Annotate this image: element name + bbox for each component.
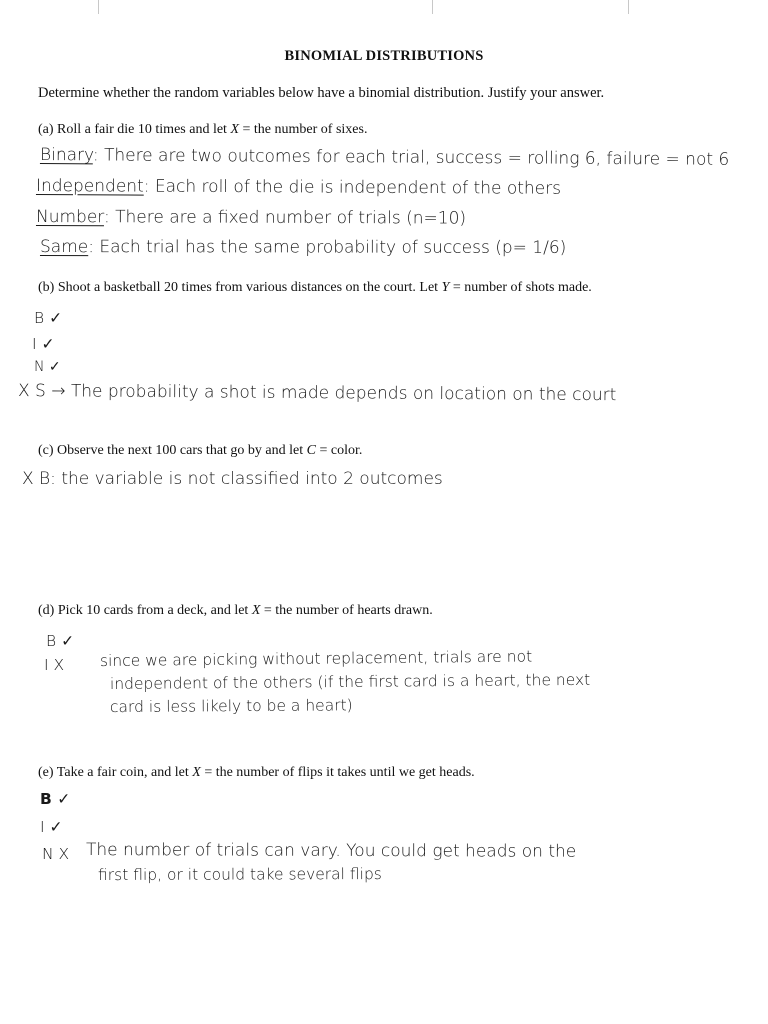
answer-d-line-2: independent of the others (if the first card is a heart, the next bbox=[109, 670, 591, 693]
scan-mark bbox=[432, 0, 433, 14]
page-title: BINOMIAL DISTRIBUTIONS bbox=[284, 48, 484, 64]
instructions: Determine whether the random variables below have a binomial distribution. Justify your answer. bbox=[38, 85, 605, 101]
answer-e-mark-independent: I ✓ bbox=[40, 818, 63, 836]
answer-a-number: Number: There are a fixed number of trials (n=10) bbox=[35, 207, 467, 229]
question-a-prompt: (a) Roll a fair die 10 times and let X = the number of sixes. bbox=[38, 122, 368, 137]
question-c-prompt: (c) Observe the next 100 cars that go by and let C = color. bbox=[38, 443, 363, 458]
question-e-prompt: (e) Take a fair coin, and let X = the number of flips it takes until we get heads. bbox=[38, 765, 475, 780]
answer-c-explanation: X B: the variable is not classified into 2 outcomes bbox=[22, 469, 443, 489]
answer-a-independent: Independent: Each roll of the die is independent of the others bbox=[35, 176, 562, 199]
answer-a-same: Same: Each trial has the same probability of success (p= 1/6) bbox=[39, 237, 567, 258]
answer-d-label: I X bbox=[44, 656, 65, 674]
answer-b-mark-number: N ✓ bbox=[34, 359, 61, 375]
answer-e-line-1: The number of trials can vary. You could get heads on the bbox=[85, 840, 577, 862]
answer-e-label: N X bbox=[42, 845, 70, 863]
answer-a-binary: Binary: There are two outcomes for each trial, success = rolling 6, failure = not 6 bbox=[39, 145, 730, 170]
answer-d-mark-binary: B ✓ bbox=[46, 632, 75, 650]
answer-b-mark-independent: I ✓ bbox=[32, 335, 55, 353]
answer-b-explanation: X S → The probability a shot is made depends on location on the court bbox=[17, 381, 617, 406]
scan-mark bbox=[98, 0, 99, 14]
scan-mark bbox=[628, 0, 629, 14]
question-d-prompt: (d) Pick 10 cards from a deck, and let X = the number of hearts drawn. bbox=[38, 603, 433, 618]
answer-d-line-1: since we are picking without replacement, trials are not bbox=[99, 647, 533, 670]
answer-e-line-2: first flip, or it could take several flips bbox=[97, 865, 382, 884]
answer-d-line-3: card is less likely to be a heart) bbox=[109, 696, 353, 716]
answer-e-mark-binary: B ✓ bbox=[40, 790, 71, 808]
question-b-prompt: (b) Shoot a basketball 20 times from various distances on the court. Let Y = number of shots made. bbox=[38, 280, 592, 295]
answer-b-mark-binary: B ✓ bbox=[34, 309, 63, 327]
